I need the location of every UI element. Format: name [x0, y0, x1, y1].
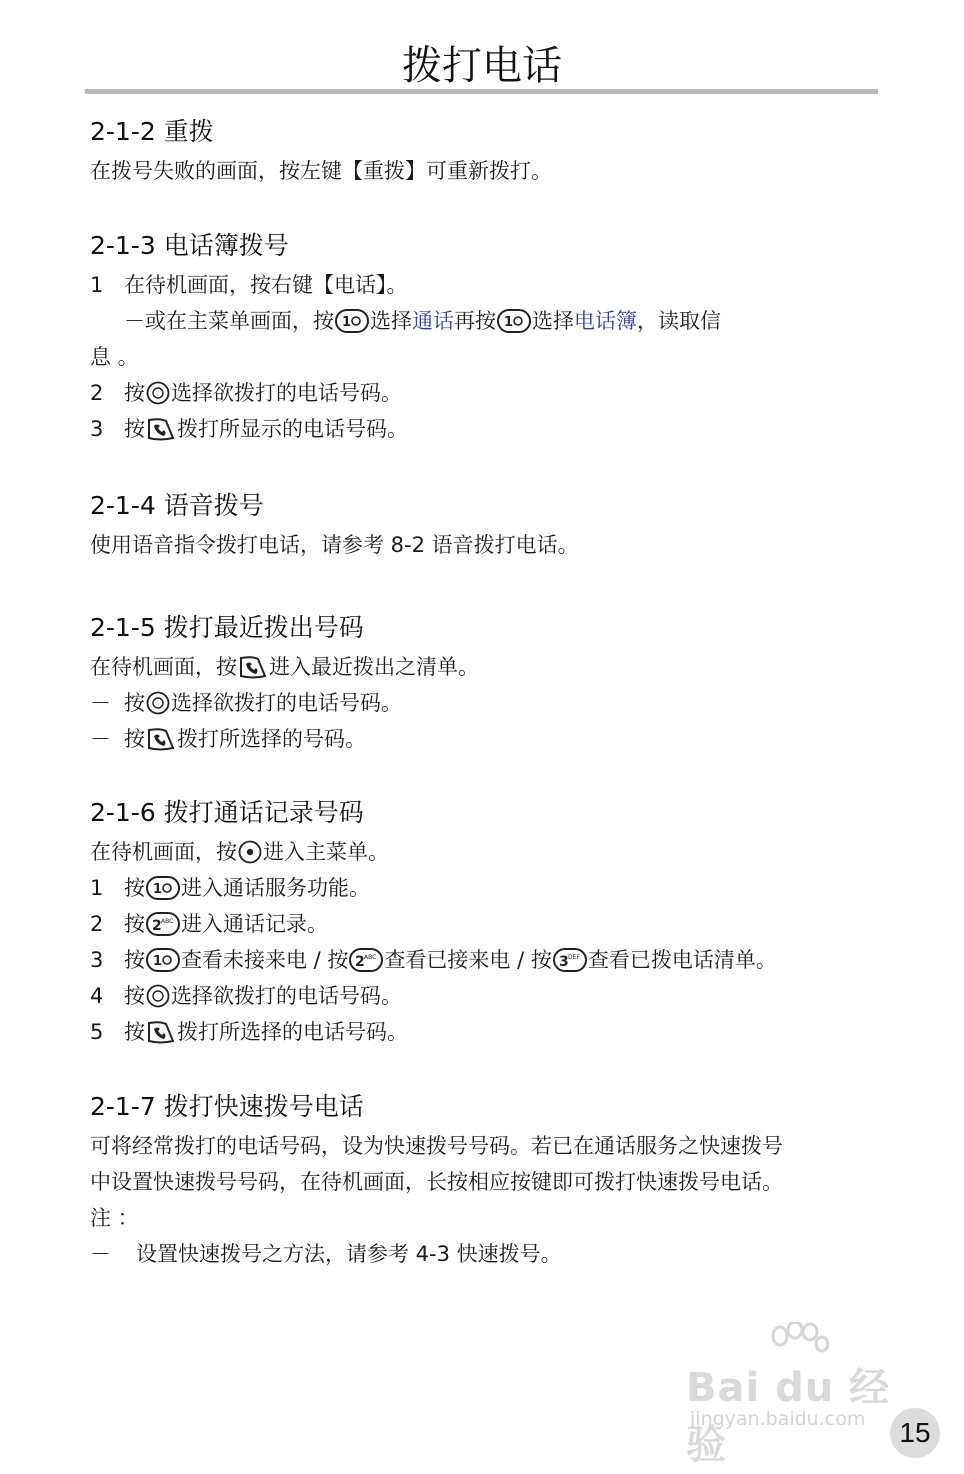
menu-link-phonebook: 电话簿 — [574, 309, 637, 333]
nav-key-icon — [146, 381, 170, 405]
text: 选择欲拨打的电话号码。 — [171, 691, 402, 715]
list-item — [90, 411, 880, 447]
list-item — [90, 870, 880, 906]
note-item — [90, 1236, 880, 1272]
svg-text:ABC: ABC — [364, 954, 377, 961]
text: 按 — [124, 984, 145, 1008]
text: 按 — [124, 381, 145, 405]
text: 进入通话记录。 — [181, 912, 328, 936]
dash-bullet: － — [90, 1242, 111, 1266]
paragraph — [90, 649, 880, 685]
paragraph: 使用语音指令拨打电话，请参考 8-2 语音拨打电话。 — [90, 533, 579, 557]
svg-text:3: 3 — [558, 954, 569, 970]
text: 设置快速拨号之方法，请参考 4-3 快速拨号。 — [136, 1242, 562, 1266]
item-number: 2 — [90, 912, 104, 936]
text: 选择欲拨打的电话号码。 — [171, 984, 402, 1008]
page-title: 拨打电话 — [402, 43, 562, 89]
list-item — [90, 1014, 880, 1050]
svg-text:ABC: ABC — [161, 918, 174, 925]
page-number: 15 — [890, 1408, 940, 1458]
text: 按 — [124, 691, 145, 715]
list-item — [90, 906, 880, 942]
svg-text:1: 1 — [342, 315, 352, 330]
section-2-1-5 — [90, 611, 880, 757]
text: 按 — [124, 417, 145, 441]
svg-text:2: 2 — [152, 918, 162, 934]
text: 按 — [124, 1020, 145, 1044]
item-text: 在待机画面，按右键【电话】。 — [124, 273, 408, 297]
nav-key-icon — [146, 984, 170, 1008]
send-key-icon — [146, 1020, 176, 1044]
text: 查看未接来电 / 按 — [181, 948, 349, 972]
text: 按 — [124, 948, 145, 972]
section-heading: 2-1-6 拨打通话记录号码 — [90, 798, 364, 827]
title-rule — [85, 89, 878, 94]
paragraph: 在拨号失败的画面，按左键【重拨】可重新拨打。 — [90, 159, 552, 183]
text: 进入主菜单。 — [263, 840, 389, 864]
item-number: 3 — [90, 417, 104, 441]
text: 再按 — [454, 309, 496, 333]
item-number: 3 — [90, 948, 104, 972]
text: －或在主菜单画面，按 — [124, 309, 334, 333]
section-heading: 2-1-3 电话簿拨号 — [90, 231, 289, 260]
svg-text:DEF: DEF — [567, 954, 580, 961]
list-item-alt — [90, 303, 880, 339]
svg-text:2: 2 — [355, 954, 366, 970]
text: 查看已接来电 / 按 — [384, 948, 552, 972]
key-3-icon — [553, 948, 587, 972]
menu-link-calls: 通话 — [412, 309, 454, 333]
text: 选择 — [370, 309, 412, 333]
text: 按 — [124, 876, 145, 900]
item-number: 1 — [90, 273, 104, 297]
paragraph-continuation: 息 。 — [90, 345, 139, 369]
section-2-1-2 — [90, 115, 880, 189]
svg-text:1: 1 — [153, 882, 163, 897]
key-1-icon — [497, 309, 531, 333]
paragraph-line: 中设置快速拨号号码，在待机画面，长按相应按键即可拨打快速拨号电话。 — [90, 1170, 783, 1194]
section-2-1-7 — [90, 1090, 880, 1272]
key-1-icon — [146, 876, 180, 900]
send-key-icon — [238, 655, 268, 679]
ok-key-icon — [238, 840, 262, 864]
key-1-icon — [335, 309, 369, 333]
item-number: 4 — [90, 984, 104, 1008]
section-2-1-4 — [90, 489, 880, 563]
text: 选择欲拨打的电话号码。 — [171, 381, 402, 405]
key-2-icon — [146, 912, 180, 936]
section-heading: 2-1-4 语音拨号 — [90, 491, 264, 520]
text: 拨打所选择的号码。 — [177, 727, 366, 751]
dash-bullet: － — [90, 727, 111, 751]
paragraph — [90, 834, 880, 870]
list-item — [90, 942, 880, 978]
item-number: 5 — [90, 1020, 104, 1044]
text: 在待机画面，按 — [90, 840, 237, 864]
text: 按 — [124, 727, 145, 751]
section-heading: 2-1-2 重拨 — [90, 117, 214, 146]
section-heading: 2-1-5 拨打最近拨出号码 — [90, 613, 364, 642]
list-item — [90, 685, 880, 721]
svg-text:1: 1 — [504, 315, 514, 330]
list-item — [90, 978, 880, 1014]
text: ，读取信 — [637, 309, 721, 333]
section-2-1-3 — [90, 229, 880, 447]
list-item — [90, 721, 880, 757]
list-item — [90, 375, 880, 411]
item-number: 1 — [90, 876, 104, 900]
svg-text:1: 1 — [153, 954, 163, 969]
text: 进入最近拨出之清单。 — [269, 655, 479, 679]
watermark-url: jingyan.baidu.com — [690, 1408, 866, 1430]
section-heading: 2-1-7 拨打快速拨号电话 — [90, 1092, 364, 1121]
nav-key-icon — [146, 691, 170, 715]
note-label: 注 ： — [90, 1206, 139, 1230]
text: 在待机画面，按 — [90, 655, 237, 679]
send-key-icon — [146, 417, 176, 441]
key-2-icon — [349, 948, 383, 972]
text: 拨打所显示的电话号码。 — [177, 417, 408, 441]
text: 拨打所选择的电话号码。 — [177, 1020, 408, 1044]
send-key-icon — [146, 727, 176, 751]
paragraph-line: 可将经常拨打的电话号码，设为快速拨号号码。若已在通话服务之快速拨号 — [90, 1134, 783, 1158]
dash-bullet: － — [90, 691, 111, 715]
list-item — [90, 267, 880, 303]
text: 进入通话服务功能。 — [181, 876, 370, 900]
watermark-logo-text: Bai du 经验 — [686, 1365, 891, 1468]
text: 查看已拨电话清单。 — [587, 948, 777, 972]
section-2-1-6 — [90, 796, 880, 1050]
text: 按 — [124, 912, 145, 936]
item-number: 2 — [90, 381, 104, 405]
text: 选择 — [532, 309, 574, 333]
key-1-icon — [146, 948, 180, 972]
